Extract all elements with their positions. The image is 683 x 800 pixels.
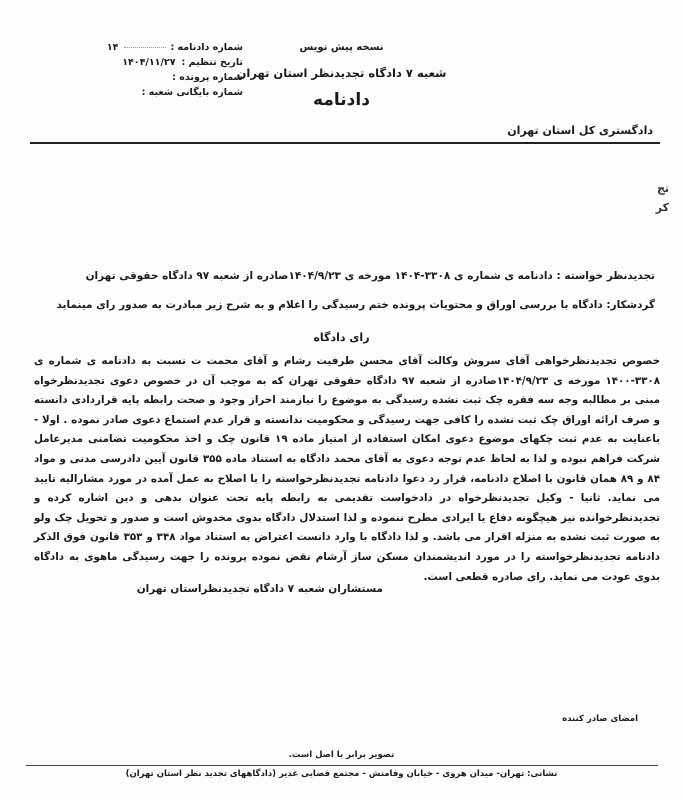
meta-label: شماره دادنامه : <box>170 42 243 53</box>
meta-label: شماره پرونده : <box>172 72 243 83</box>
issuer-signature-label: امضای صادر کننده <box>562 714 638 724</box>
court-name: دادگستری کل استان تهران <box>507 124 653 137</box>
ruling-text <box>34 352 660 587</box>
procedure-summary: گردشکار: دادگاه با بررسی اوراق و محتویات پرونده ختم رسیدگی را اعلام و به شرح زیر مبادرت به صدور رای مینماید <box>56 299 655 311</box>
meta-label: تاریخ تنظیم : <box>181 57 243 68</box>
document-title: دادنامه <box>313 90 370 110</box>
footer-divider <box>26 765 658 766</box>
branch-title: شعبه ۷ دادگاه تجدیدنظر استان تهران <box>236 66 447 80</box>
header-divider <box>30 142 660 144</box>
ruling-title: رای دادگاه <box>313 331 370 344</box>
stray-mark: کر <box>655 201 669 214</box>
ruling-paragraph: خصوص تجدیدنظرخواهی آقای سروش وکالت آقای محسن طرفیت رشام و آقای محمت ت نسبت به دادنامه ی شماره ی ۳۳۰۸-۱۴۰۰ مورخه ی ۱۴۰۴/۹/۲۳صادره از شعبه ۹۷ دادگاه حقوقی تهران که به موجب آن در خصوص دعوی تجدیدنظرخواه مبنی بر مطالبه وجه سه فقره چک ثبت نشده رسیدگی به موضوع را نیازمند احراز وجود و صحت رابطه پایه قراردادی دانسته و صرف ارائه اوراق چک ثبت نشده را کافی جهت رسیدگی و محکومیت ندانسته و قرار عدم استماع دعوی صادر نموده . اولا - باعنایت به عدم ثبت چکهای موضوع دعوی امکان استفاده از امتیاز ماده ۱۹ قانون چک و اخذ محکومیت تضامنی مدیرعامل شرکت فراهم نبوده و لذا به لحاظ عدم توجه دعوی به آقای محمد دادگاه به استناد ماده ۳۵۵ قانون آیین دادرسی مدنی و مواد ۸۴ و ۸۹ همان قانون با اصلاح دادنامه، قرار رد دعوا دادنامه تجدیدنظرخواسته را با اصلاح به عمل آمده در مورد مشارالیه تایید می نماید. ثانیا - وکیل تجدیدنظرخواه در دادخواست تقدیمی به رابطه پایه تحت عنوان بدهی و دین اشاره کرده و تجدیدنظرخوانده نیز هیچگونه دفاع یا ایرادی مطرح ننموده و لذا استدلال دادگاه بدوی مخدوش است و صدور و تحویل چک ولو به صورت ثبت نشده به منزله اقرار می باشد. و لذا دادگاه با وارد دانست اعتراض به استناد مواد ۳۴۸ و ۳۵۳ قانون فوق الذکر دادنامه تجدیدنظرخواسته را در مورد اندیشمندان مسکن ساز آرشام نقض نموده پرونده را جهت رسیدگی ماهوی به دادگاه بدوی عودت می نماید. رای صادره قطعی است. <box>34 355 661 583</box>
stray-mark: تج <box>656 182 669 195</box>
meta-value: ۱۴۰۴/۱۱/۲۷ <box>122 57 176 68</box>
footer-address: نشانی: تهران- میدان هروی - خیابان وفامنش - مجتمع قضایی غدیر (دادگاههای تجدید نظر استان تهران) <box>125 769 558 779</box>
meta-value: ۱۴ <box>106 42 119 53</box>
draft-label: نسخه پیش نویس <box>299 42 384 53</box>
signers-line: مستشاران شعبه ۷ دادگاه تجدیدنظراستان تهران <box>136 583 383 595</box>
meta-label: شماره بایگانی شعبه : <box>141 87 243 98</box>
appeal-subject: تجدیدنظر خواسته : دادنامه ی شماره ی ۳۳۰۸-۱۴۰۴ مورخه ی ۱۴۰۴/۹/۲۳صادره از شعبه ۹۷ دادگاه حقوقی تهران <box>85 270 655 282</box>
copy-note: تصویر برابر با اصل است. <box>288 750 395 760</box>
